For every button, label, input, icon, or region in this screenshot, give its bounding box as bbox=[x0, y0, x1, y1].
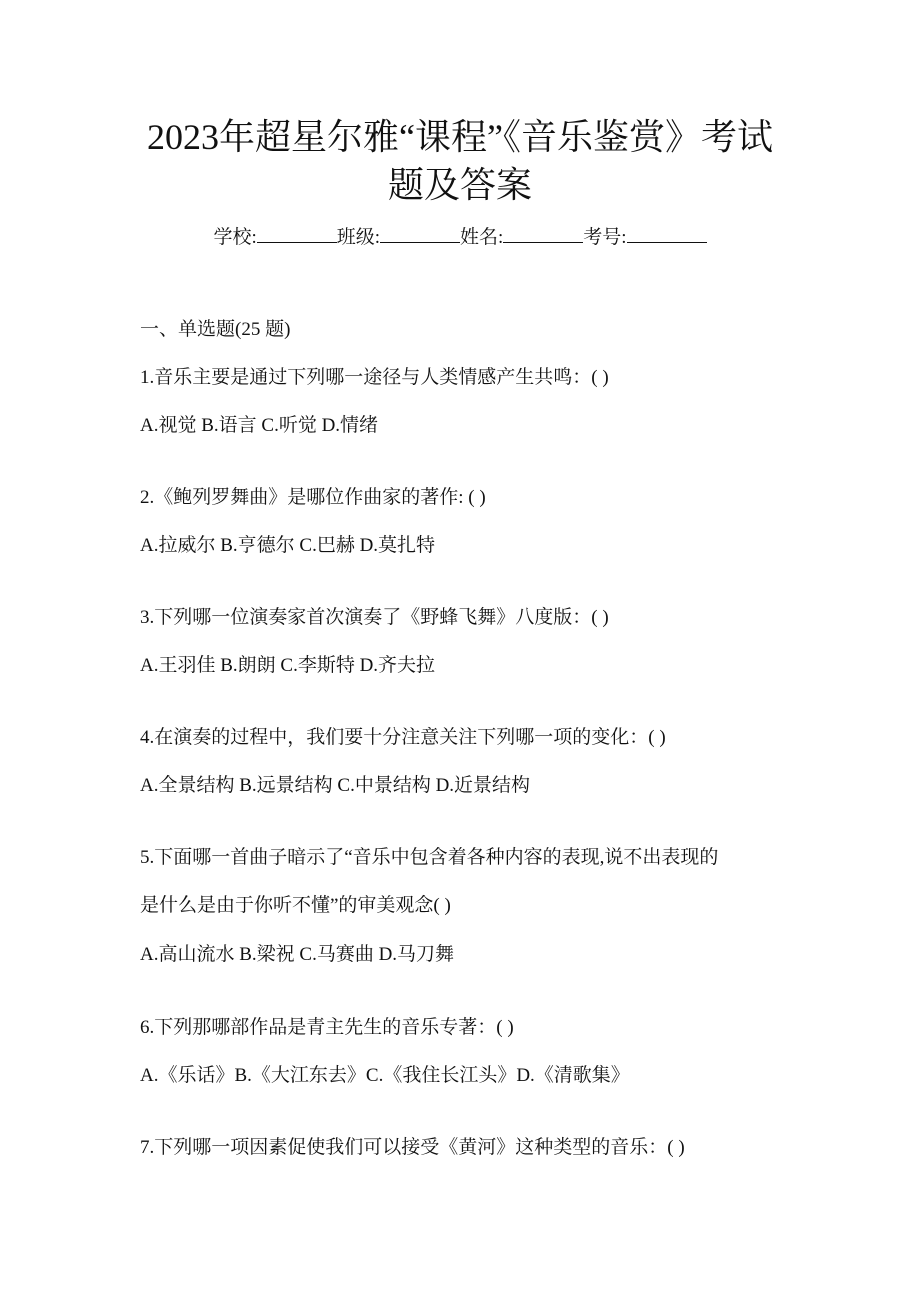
class-label: 班级: bbox=[336, 227, 380, 248]
options-2: A.拉威尔 B.亨德尔 C.巴赫 D.莫扎特 bbox=[140, 535, 436, 556]
section-heading: 一、单选题(25 题) bbox=[140, 319, 291, 340]
question-4: 4.在演奏的过程中，我们要十分注意关注下列哪一项的变化：( ) bbox=[140, 727, 666, 748]
school-label: 学校: bbox=[213, 227, 257, 248]
options-6: A.《乐话》B.《大江东去》C.《我住长江头》D.《清歌集》 bbox=[140, 1065, 630, 1086]
question-1: 1.音乐主要是通过下列哪一途径与人类情感产生共鸣：( ) bbox=[140, 367, 609, 388]
options-1: A.视觉 B.语言 C.听觉 D.情绪 bbox=[140, 415, 379, 436]
options-5: A.高山流水 B.梁祝 C.马赛曲 D.马刀舞 bbox=[140, 944, 455, 965]
question-5-line-2: 是什么是由于你听不懂”的审美观念( ) bbox=[140, 895, 451, 916]
exam-number-blank bbox=[627, 224, 707, 243]
question-7: 7.下列哪一项因素促使我们可以接受《黄河》这种类型的音乐：( ) bbox=[140, 1137, 685, 1158]
question-5-line-1: 5.下面哪一首曲子暗示了“音乐中包含着各种内容的表现,说不出表现的 bbox=[140, 847, 719, 868]
options-3: A.王羽佳 B.朗朗 C.李斯特 D.齐夫拉 bbox=[140, 655, 436, 676]
document-title-line-2: 题及答案 bbox=[387, 165, 532, 205]
student-info-row bbox=[0, 224, 920, 251]
question-6: 6.下列那哪部作品是青主先生的音乐专著：( ) bbox=[140, 1017, 514, 1038]
school-blank bbox=[257, 224, 337, 243]
question-2: 2.《鲍列罗舞曲》是哪位作曲家的著作: ( ) bbox=[140, 487, 486, 508]
name-blank bbox=[503, 224, 583, 243]
class-blank bbox=[380, 224, 460, 243]
exam-number-label: 考号: bbox=[583, 227, 627, 248]
question-3: 3.下列哪一位演奏家首次演奏了《野蜂飞舞》八度版：( ) bbox=[140, 607, 609, 628]
name-label: 姓名: bbox=[460, 227, 504, 248]
options-4: A.全景结构 B.远景结构 C.中景结构 D.近景结构 bbox=[140, 775, 531, 796]
document-title-line-1: 2023年超星尔雅“课程”《音乐鉴赏》考试 bbox=[147, 117, 773, 157]
